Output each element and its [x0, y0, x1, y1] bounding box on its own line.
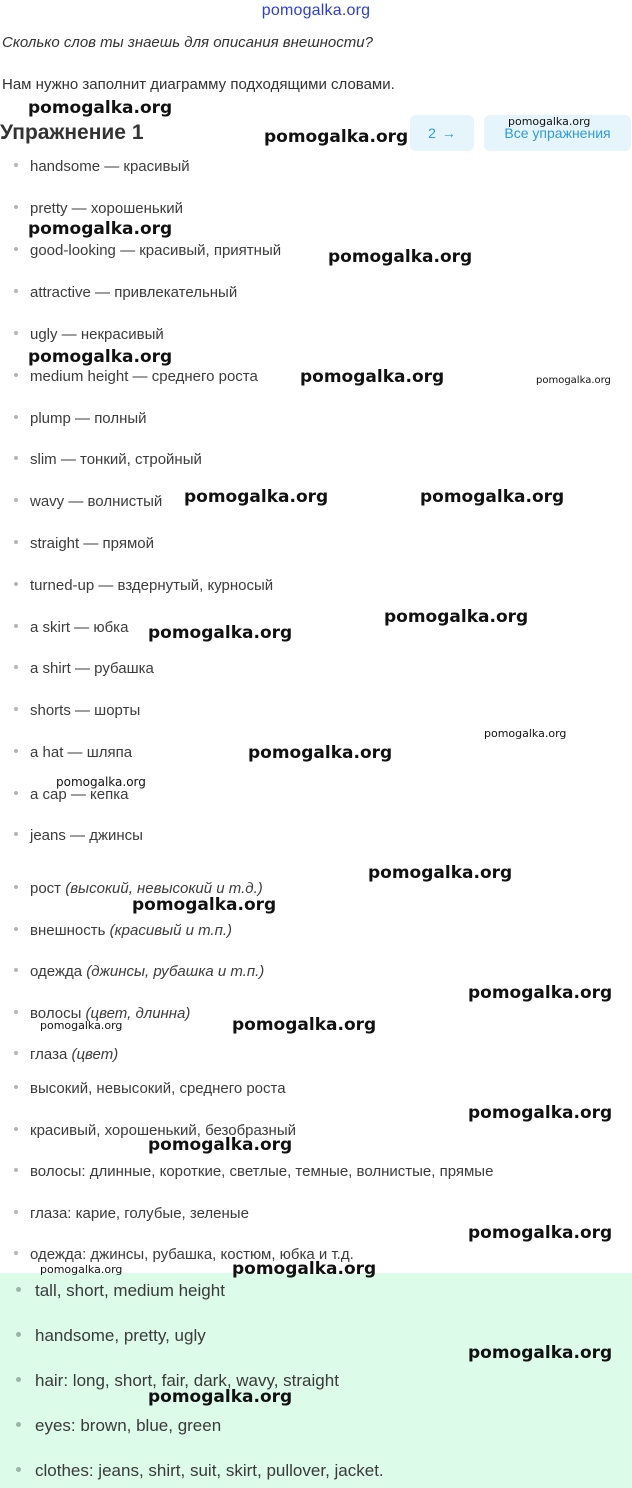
bullet-icon: [14, 707, 18, 711]
bullet-icon: [14, 247, 18, 251]
answer-en-item: [16, 1461, 384, 1481]
list-item-text: a skirt — юбка: [30, 619, 129, 636]
watermark: pomogalka.org: [420, 487, 565, 507]
bullet-icon: [14, 373, 18, 377]
answer-en-item: [16, 1281, 225, 1301]
list-item-text: attractive — привлекательный: [30, 284, 238, 301]
list-item-text: medium height — среднего роста: [30, 368, 258, 385]
exercise-title: Упражнение 1: [0, 121, 144, 144]
category-note: (цвет, длинна): [85, 1005, 191, 1022]
list-item: [14, 410, 147, 427]
list-item: [14, 326, 164, 343]
watermark: pomogalka.org: [56, 775, 146, 789]
category-name: одежда: [30, 963, 87, 980]
bullet-icon: [14, 456, 18, 460]
list-item: [14, 368, 258, 385]
category-name: волосы: [30, 1005, 86, 1022]
next-exercise-button[interactable]: [410, 115, 474, 151]
answer-en-item: [16, 1416, 221, 1436]
bullet-icon: [14, 205, 18, 209]
next-exercise-label: 2: [428, 125, 436, 141]
list-item: [14, 200, 183, 217]
list-item: [14, 535, 154, 552]
bullet-icon: [14, 832, 18, 836]
watermark: pomogalka.org: [132, 895, 277, 915]
answer-en-item: [16, 1326, 206, 1346]
answer-en-text: clothes: jeans, shirt, suit, skirt, pullover, jacket.: [35, 1461, 384, 1480]
answer-panel: [0, 1273, 632, 1488]
watermark: pomogalka.org: [248, 743, 393, 763]
watermark: pomogalka.org: [148, 1387, 293, 1407]
list-item-text: a shirt — рубашка: [30, 660, 154, 677]
watermark: pomogalka.org: [148, 623, 293, 643]
watermark: pomogalka.org: [536, 375, 611, 386]
bullet-icon: [14, 624, 18, 628]
bullet-icon: [14, 540, 18, 544]
answer-ru-text: высокий, невысокий, среднего роста: [30, 1080, 286, 1097]
category-item: [14, 1046, 118, 1063]
bullet-icon: [14, 1051, 18, 1055]
answer-en-text: eyes: brown, blue, green: [35, 1416, 222, 1435]
bullet-icon: [16, 1287, 21, 1292]
category-name: рост: [30, 880, 66, 897]
answer-en-text: handsome, pretty, ugly: [35, 1326, 206, 1345]
watermark: pomogalka.org: [28, 98, 173, 118]
arrow-right-icon: →: [441, 125, 456, 141]
list-item-text: turned-up — вздернутый, курносый: [30, 577, 274, 594]
watermark: pomogalka.org: [28, 347, 173, 367]
list-item: [14, 242, 281, 259]
category-note: (красивый и т.п.): [109, 922, 233, 939]
bullet-icon: [14, 289, 18, 293]
list-item-text: plump — полный: [30, 410, 147, 427]
category-note: (высокий, невысокий и т.д.): [65, 880, 263, 897]
watermark: pomogalka.org: [232, 1015, 377, 1035]
bullet-icon: [14, 791, 18, 795]
list-item-text: handsome — красивый: [30, 158, 190, 175]
watermark: pomogalka.org: [468, 1343, 613, 1363]
answer-ru-text: красивый, хорошенький, безобразный: [30, 1122, 296, 1139]
watermark: pomogalka.org: [468, 983, 613, 1003]
list-item-text: shorts — шорты: [30, 702, 141, 719]
list-item: [14, 827, 143, 844]
bullet-icon: [14, 749, 18, 753]
bullet-icon: [14, 968, 18, 972]
list-item-text: pretty — хорошенький: [30, 200, 184, 217]
list-item-text: jeans — джинсы: [30, 827, 143, 844]
watermark: pomogalka.org: [40, 1019, 123, 1032]
answer-en-text: tall, short, medium height: [35, 1281, 225, 1300]
list-item-text: a cap — кепка: [30, 786, 129, 803]
watermark: pomogalka.org: [40, 1263, 123, 1276]
watermark: pomogalka.org: [384, 607, 529, 627]
list-item-text: straight — прямой: [30, 535, 154, 552]
list-item: [14, 744, 132, 761]
category-note: (цвет): [71, 1046, 119, 1063]
category-name: глаза: [30, 1046, 72, 1063]
watermark: pomogalka.org: [368, 863, 513, 883]
category-item: [14, 963, 264, 980]
answer-ru-item: [14, 1205, 249, 1222]
list-item-text: ugly — некрасивый: [30, 326, 164, 343]
list-item-text: a hat — шляпа: [30, 744, 133, 761]
category-note: (джинсы, рубашка и т.п.): [86, 963, 265, 980]
watermark: pomogalka.org: [184, 487, 329, 507]
answer-ru-text: одежда: джинсы, рубашка, костюм, юбка и т.д.: [30, 1246, 354, 1263]
list-item: [14, 451, 202, 468]
list-item: [14, 577, 273, 594]
answer-ru-item: [14, 1163, 493, 1180]
bullet-icon: [14, 665, 18, 669]
list-item: [14, 158, 190, 175]
bullet-icon: [16, 1467, 21, 1472]
answer-ru-text: глаза: карие, голубые, зеленые: [30, 1205, 249, 1222]
bullet-icon: [14, 1168, 18, 1172]
watermark: pomogalka.org: [232, 1259, 377, 1279]
list-item: [14, 660, 154, 677]
watermark: pomogalka.org: [328, 247, 473, 267]
list-item: [14, 493, 162, 510]
bullet-icon: [14, 1210, 18, 1214]
list-item: [14, 284, 237, 301]
watermark: pomogalka.org: [28, 219, 173, 239]
site-watermark-top: pomogalka.org: [261, 2, 371, 19]
watermark: pomogalka.org: [484, 727, 567, 740]
watermark: pomogalka.org: [508, 115, 591, 128]
bullet-icon: [14, 1085, 18, 1089]
bullet-icon: [14, 498, 18, 502]
answer-ru-text: волосы: длинные, короткие, светлые, темные, волнистые, прямые: [30, 1163, 494, 1180]
bullet-icon: [16, 1422, 21, 1427]
watermark: pomogalka.org: [300, 367, 445, 387]
category-item: [14, 922, 232, 939]
watermark: pomogalka.org: [264, 127, 409, 147]
bullet-icon: [14, 582, 18, 586]
bullet-icon: [14, 1010, 18, 1014]
bullet-icon: [14, 1127, 18, 1131]
answer-ru-item: [14, 1080, 286, 1097]
intro-text: Нам нужно заполнит диаграмму подходящими словами.: [2, 76, 395, 93]
watermark: pomogalka.org: [148, 1135, 293, 1155]
list-item: [14, 619, 128, 636]
bullet-icon: [14, 927, 18, 931]
bullet-icon: [14, 1251, 18, 1255]
category-name: внешность: [30, 922, 110, 939]
bullet-icon: [14, 331, 18, 335]
answer-en-text: hair: long, short, fair, dark, wavy, straight: [35, 1371, 339, 1390]
list-item: [14, 702, 140, 719]
list-item-text: wavy — волнистый: [30, 493, 163, 510]
list-item-text: slim — тонкий, стройный: [30, 451, 202, 468]
bullet-icon: [14, 163, 18, 167]
question-text: Сколько слов ты знаешь для описания внешности?: [2, 34, 373, 51]
list-item-text: good-looking — красивый, приятный: [30, 242, 282, 259]
bullet-icon: [14, 415, 18, 419]
all-exercises-button[interactable]: Все упражнения: [484, 115, 631, 151]
bullet-icon: [16, 1332, 21, 1337]
bullet-icon: [14, 885, 18, 889]
watermark: pomogalka.org: [468, 1223, 613, 1243]
watermark: pomogalka.org: [468, 1103, 613, 1123]
bullet-icon: [16, 1377, 21, 1382]
